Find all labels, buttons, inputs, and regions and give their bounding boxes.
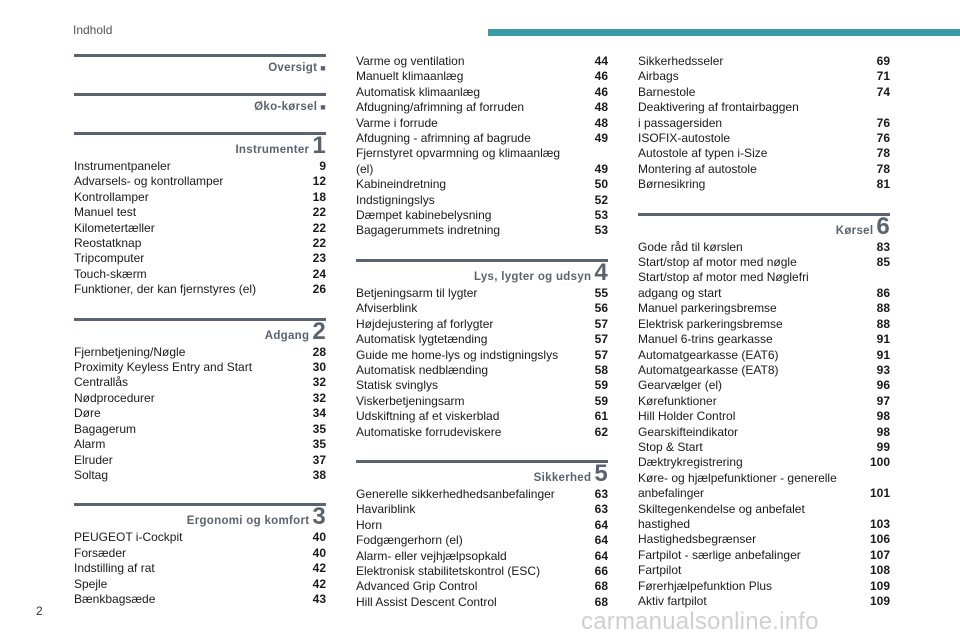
toc-entry-label: Indstigningslys (356, 192, 435, 207)
toc-entry[interactable] (638, 579, 890, 594)
toc-entry[interactable] (638, 162, 890, 177)
toc-entry-page: 68 (594, 594, 608, 609)
toc-entry[interactable] (638, 301, 890, 316)
toc-entry-label: Viskerbetjeningsarm (356, 393, 465, 408)
toc-entry-label: Dæmpet kabinebelysning (356, 208, 492, 223)
toc-entry[interactable] (356, 394, 608, 409)
toc-entry[interactable] (638, 409, 890, 424)
section-oko-korsel[interactable] (74, 93, 326, 114)
toc-entry[interactable] (356, 85, 608, 100)
header-accent-bar (488, 29, 960, 36)
toc-entry-label: Alarm (74, 437, 106, 452)
toc-entry-label: Førerhjælpefunktion Plus (638, 578, 773, 593)
toc-entry-page: 71 (876, 69, 890, 84)
toc-entry[interactable] (638, 378, 890, 393)
toc-entry[interactable] (638, 471, 890, 486)
toc-entry-label: Autostole af typen i-Size (638, 146, 768, 161)
toc-entry-label: Fjernstyret opvarmning og klimaanlæg (el) (356, 146, 561, 176)
toc-entry-page: 44 (594, 54, 608, 68)
toc-entry[interactable] (356, 579, 608, 594)
toc-entry-page: 48 (594, 115, 608, 130)
section-1-heading (74, 132, 326, 157)
toc-entry-label: Skiltegenkendelse og anbefalet hastighed (638, 501, 805, 531)
toc-entry[interactable] (74, 375, 326, 390)
toc-entry-label: Hill Holder Control (638, 409, 736, 424)
toc-entry[interactable] (74, 360, 326, 375)
toc-entry[interactable] (638, 100, 890, 115)
toc-entry-page: 22 (312, 236, 326, 251)
toc-entry[interactable] (356, 533, 608, 548)
toc-entry-page: 109 (869, 594, 890, 608)
toc-entry[interactable] (74, 251, 326, 266)
toc-entry[interactable] (356, 301, 608, 316)
toc-entry[interactable] (74, 190, 326, 205)
toc-entry-page: 53 (594, 208, 608, 223)
toc-entry[interactable] (74, 468, 326, 483)
toc-entry[interactable] (74, 221, 326, 236)
toc-entry-page: 28 (312, 344, 326, 359)
toc-entry-page: 64 (594, 533, 608, 548)
toc-entry[interactable] (356, 54, 608, 69)
toc-entry[interactable] (74, 437, 326, 452)
toc-entry-page: 81 (876, 177, 890, 192)
toc-entry-label: Nødprocedurer (74, 390, 155, 405)
section-5-continued-list (638, 54, 890, 193)
toc-entry-label: Døre (74, 406, 101, 421)
toc-entry-label: Gearskifteindikator (638, 424, 739, 439)
section-5-heading (356, 460, 608, 485)
toc-entry-label: Fjernbetjening/Nøgle (74, 344, 186, 359)
toc-entry-page: 106 (869, 532, 890, 547)
toc-entry-label: Manuel parkeringsbremse (638, 301, 777, 316)
toc-entry-page: 76 (876, 131, 890, 146)
section-oko-title: Øko-kørsel (254, 101, 318, 113)
section-oversigt-title: Oversigt (268, 62, 318, 74)
toc-entry-page: 103 (869, 516, 890, 531)
section-4-heading (356, 259, 608, 284)
toc-entry-page: 46 (594, 84, 608, 99)
toc-entry-page: 12 (312, 174, 326, 189)
toc-entry-label: Spejle (74, 576, 108, 591)
toc-entry[interactable] (74, 236, 326, 251)
toc-entry-page: 35 (312, 421, 326, 436)
section-number: 6 (876, 212, 890, 240)
header-title: Indhold (73, 23, 113, 37)
toc-entry[interactable] (356, 378, 608, 393)
toc-entry-page: 50 (594, 177, 608, 192)
toc-entry-label: Afdugning/afrimning af forruden (356, 100, 525, 115)
toc-entry-label: Hill Assist Descent Control (356, 594, 497, 609)
toc-entry-label: Bænkbagsæde (74, 591, 156, 606)
toc-entry-page: 88 (876, 316, 890, 331)
toc-entry[interactable] (638, 425, 890, 440)
section-number: 2 (312, 317, 326, 345)
toc-entry-page: 100 (869, 455, 890, 470)
toc-entry-label: Varme i forrude (356, 115, 438, 130)
section-3-continued-list (356, 54, 608, 239)
toc-entry-label: Start/stop af motor med Nøglefri (638, 270, 809, 285)
toc-entry-page: 107 (869, 547, 890, 562)
toc-entry-label: Køre- og hjælpefunktioner - generelle (638, 470, 837, 485)
toc-entry-label: Indstilling af rat (74, 561, 155, 576)
toc-entry-page: 58 (594, 362, 608, 377)
toc-entry-page: 23 (312, 251, 326, 266)
toc-entry-page: 64 (594, 548, 608, 563)
toc-entry-page: 83 (876, 239, 890, 254)
toc-entry-page: 43 (312, 591, 326, 606)
section-3-list (74, 530, 326, 607)
section-title: Sikkerhed (533, 471, 592, 484)
toc-entry-label: Elruder (74, 452, 113, 467)
toc-column-1 (74, 54, 326, 607)
toc-column-2 (356, 54, 608, 610)
square-bullet-icon: ■ (320, 102, 326, 112)
toc-entry[interactable] (638, 116, 890, 131)
toc-entry-label: Montering af autostole (638, 161, 757, 176)
toc-entry-page: 91 (876, 347, 890, 362)
toc-entry[interactable] (638, 54, 890, 69)
toc-entry[interactable] (74, 159, 326, 174)
toc-entry-page: 57 (594, 347, 608, 362)
toc-entry-label: Airbags (638, 69, 679, 84)
toc-entry-label: Automatiske forrudeviskere (356, 424, 502, 439)
toc-entry-page: 93 (876, 362, 890, 377)
toc-entry[interactable] (356, 100, 608, 115)
toc-entry-label: Manuel 6-trins gearkasse (638, 332, 773, 347)
section-title: Kørsel (835, 224, 874, 237)
toc-entry-page: 53 (594, 223, 608, 238)
toc-entry-page: 46 (594, 69, 608, 84)
toc-entry-page: 37 (312, 452, 326, 467)
toc-entry-label: Tripcomputer (74, 251, 145, 266)
toc-entry-page: 52 (594, 192, 608, 207)
toc-entry-label: Kontrollamper (74, 189, 149, 204)
toc-entry-page: 63 (594, 502, 608, 517)
toc-entry-label: Dæktrykregistrering (638, 455, 743, 470)
toc-entry-label: Statisk svinglys (356, 378, 439, 393)
toc-entry-label: Kilometertæller (74, 220, 155, 235)
toc-entry-label: Hastighedsbegrænser (638, 532, 757, 547)
section-6-heading (638, 213, 890, 238)
section-number: 1 (312, 132, 326, 159)
section-3-heading (74, 503, 326, 531)
toc-entry-label: Manuelt klimaanlæg (356, 69, 464, 84)
toc-entry-label: Automatgearkasse (EAT6) (638, 347, 779, 362)
toc-entry-label: Afviserblink (356, 301, 418, 316)
toc-entry-label: adgang og start (638, 285, 722, 300)
toc-entry[interactable] (638, 486, 890, 501)
toc-entry-label: Generelle sikkerhedhedsanbefalinger (356, 486, 555, 501)
toc-entry-page: 30 (312, 360, 326, 375)
toc-entry[interactable] (638, 240, 890, 255)
section-title: Ergonomi og komfort (186, 515, 310, 528)
toc-entry-label: Aktiv fartpilot (638, 594, 707, 608)
section-number: 4 (594, 258, 608, 286)
toc-entry-label: Kørefunktioner (638, 393, 717, 408)
toc-entry[interactable] (638, 394, 890, 409)
toc-entry-label: Udskiftning af et viskerblad (356, 409, 500, 424)
toc-entry[interactable] (356, 409, 608, 424)
toc-entry[interactable] (74, 546, 326, 561)
toc-entry[interactable] (638, 317, 890, 332)
toc-entry-page: 85 (876, 255, 890, 270)
toc-entry-page: 64 (594, 517, 608, 532)
toc-entry[interactable] (74, 561, 326, 576)
toc-entry-page: 49 (594, 131, 608, 146)
toc-entry[interactable] (74, 282, 326, 297)
toc-entry-label: i passagersiden (638, 115, 723, 130)
toc-entry[interactable] (74, 345, 326, 360)
page-number: 2 (36, 604, 43, 618)
section-oversigt[interactable] (74, 54, 326, 75)
toc-entry-label: Gode råd til kørslen (638, 239, 743, 254)
toc-entry-page: 78 (876, 146, 890, 161)
toc-entry[interactable] (356, 595, 608, 610)
square-bullet-icon: ■ (320, 63, 326, 73)
toc-entry-label: Proximity Keyless Entry and Start (74, 360, 253, 375)
section-2-list (74, 345, 326, 484)
toc-entry[interactable] (356, 146, 608, 177)
toc-entry-page: 86 (876, 285, 890, 300)
toc-entry[interactable] (74, 530, 326, 545)
toc-entry[interactable] (638, 348, 890, 363)
toc-entry-label: Betjeningsarm til lygter (356, 285, 478, 300)
toc-entry[interactable] (356, 69, 608, 84)
toc-entry[interactable] (74, 453, 326, 468)
toc-entry[interactable] (356, 177, 608, 192)
toc-entry-label: Horn (356, 517, 383, 532)
toc-entry[interactable] (638, 502, 890, 533)
toc-entry-page: 78 (876, 161, 890, 176)
toc-entry[interactable] (74, 174, 326, 189)
toc-entry-label: Gearvælger (el) (638, 378, 723, 393)
toc-entry[interactable] (638, 563, 890, 578)
toc-entry[interactable] (356, 193, 608, 208)
toc-entry-page: 101 (869, 486, 890, 501)
toc-entry[interactable] (638, 286, 890, 301)
section-title: Adgang (264, 329, 310, 342)
toc-entry-label: Advanced Grip Control (356, 579, 478, 594)
toc-entry-page: 40 (312, 545, 326, 560)
toc-entry-page: 96 (876, 378, 890, 393)
toc-entry-page: 91 (876, 332, 890, 347)
toc-entry-page: 99 (876, 439, 890, 454)
toc-entry-label: Automatgearkasse (EAT8) (638, 362, 779, 377)
toc-entry-page: 66 (594, 563, 608, 578)
toc-entry-label: Alarm- eller vejhjælpsopkald (356, 548, 507, 563)
toc-entry-page: 34 (312, 406, 326, 421)
toc-entry-label: Fartpilot - særlige anbefalinger (638, 547, 801, 562)
toc-entry-page: 38 (312, 467, 326, 482)
toc-entry-page: 26 (312, 282, 326, 297)
toc-entry-label: Kabineindretning (356, 177, 447, 192)
toc-entry-page: 42 (312, 576, 326, 591)
toc-entry[interactable] (356, 549, 608, 564)
toc-entry-page: 61 (594, 409, 608, 424)
toc-entry-label: Start/stop af motor med nøgle (638, 255, 797, 270)
section-5-list (356, 487, 608, 610)
toc-entry[interactable] (356, 564, 608, 579)
toc-entry-page: 32 (312, 375, 326, 390)
toc-entry-page: 40 (312, 530, 326, 545)
toc-entry[interactable] (638, 332, 890, 347)
toc-entry-label: Fodgængerhorn (el) (356, 533, 463, 548)
toc-entry-label: Advarsels- og kontrollamper (74, 174, 224, 189)
toc-entry[interactable] (638, 85, 890, 100)
toc-entry[interactable] (356, 116, 608, 131)
toc-entry-label: Instrumentpaneler (74, 159, 171, 173)
toc-entry[interactable] (638, 455, 890, 470)
toc-entry[interactable] (356, 348, 608, 363)
toc-entry-page: 98 (876, 409, 890, 424)
toc-entry-label: PEUGEOT i-Cockpit (74, 530, 183, 545)
toc-entry-page: 57 (594, 316, 608, 331)
toc-entry[interactable] (638, 548, 890, 563)
toc-entry-page: 35 (312, 437, 326, 452)
toc-entry-page: 63 (594, 486, 608, 501)
toc-entry-label: Soltag (74, 467, 109, 482)
toc-entry[interactable] (74, 577, 326, 592)
toc-entry-label: Funktioner, der kan fjernstyres (el) (74, 282, 257, 297)
toc-entry[interactable] (74, 205, 326, 220)
toc-entry[interactable] (638, 69, 890, 84)
toc-entry[interactable] (638, 131, 890, 146)
section-number: 3 (312, 503, 326, 531)
toc-entry[interactable] (356, 502, 608, 517)
section-6-list (638, 240, 890, 610)
toc-entry[interactable] (356, 208, 608, 223)
section-1-list (74, 159, 326, 298)
toc-entry-label: Stop & Start (638, 439, 703, 454)
toc-entry-page: 69 (876, 54, 890, 68)
toc-entry[interactable] (638, 270, 890, 285)
section-4-list (356, 286, 608, 440)
toc-entry-label: Touch-skærm (74, 266, 147, 281)
toc-entry-label: Sikkerhedsseler (638, 54, 724, 68)
toc-entry[interactable] (356, 518, 608, 533)
section-title: Lys, lygter og udsyn (473, 270, 592, 283)
toc-entry-label: Elektrisk parkeringsbremse (638, 316, 783, 331)
toc-entry[interactable] (356, 487, 608, 502)
toc-entry[interactable] (356, 286, 608, 301)
toc-entry-page: 24 (312, 266, 326, 281)
toc-entry[interactable] (356, 332, 608, 347)
toc-entry-page: 48 (594, 100, 608, 115)
toc-entry[interactable] (638, 255, 890, 270)
toc-entry-page: 55 (594, 285, 608, 300)
section-2-heading (74, 318, 326, 343)
toc-entry-page: 9 (319, 159, 326, 173)
toc-entry-page: 74 (876, 84, 890, 99)
toc-entry-label: Manuel test (74, 205, 137, 220)
toc-entry-label: Forsæder (74, 545, 127, 560)
toc-entry[interactable] (356, 363, 608, 378)
toc-entry-page: 62 (594, 424, 608, 439)
section-number: 5 (594, 459, 608, 487)
toc-entry-page: 98 (876, 424, 890, 439)
toc-entry-page: 109 (869, 578, 890, 593)
toc-entry-label: Bagagerummets indretning (356, 223, 501, 238)
toc-entry[interactable] (74, 592, 326, 607)
toc-entry-page: 22 (312, 220, 326, 235)
toc-entry[interactable] (356, 317, 608, 332)
toc-entry-page: 59 (594, 393, 608, 408)
toc-entry-page: 68 (594, 579, 608, 594)
toc-entry-label: Automatisk nedblænding (356, 362, 489, 377)
toc-entry-page: 57 (594, 332, 608, 347)
toc-entry-label: Reostatknap (74, 236, 142, 251)
toc-entry-label: Bagagerum (74, 421, 137, 436)
toc-entry-label: Centrallås (74, 375, 129, 390)
toc-entry-label: ISOFIX-autostole (638, 131, 731, 146)
toc-entry[interactable] (638, 146, 890, 161)
toc-entry-page: 76 (876, 115, 890, 130)
toc-entry-label: Varme og ventilation (356, 54, 465, 68)
toc-entry-page: 18 (312, 189, 326, 204)
toc-entry-page: 59 (594, 378, 608, 393)
toc-entry-page: 42 (312, 561, 326, 576)
toc-entry-page: 88 (876, 301, 890, 316)
toc-entry-page: 108 (869, 563, 890, 578)
watermark: carmanualsonline.info (581, 608, 819, 635)
toc-entry[interactable] (638, 363, 890, 378)
toc-column-3 (638, 54, 890, 609)
toc-entry-label: Elektronisk stabilitetskontrol (ESC) (356, 563, 541, 578)
toc-entry-label: Guide me home-lys og indstigningslys (356, 347, 559, 362)
toc-entry-label: Afdugning - afrimning af bagrude (356, 131, 531, 146)
toc-entry-label: Fartpilot (638, 563, 682, 578)
toc-entry[interactable] (74, 267, 326, 282)
toc-entry[interactable] (638, 532, 890, 547)
toc-entry[interactable] (74, 422, 326, 437)
toc-entry-label: Havariblink (356, 502, 416, 517)
toc-entry-label: Automatisk klimaanlæg (356, 84, 481, 99)
toc-entry[interactable] (638, 440, 890, 455)
toc-entry[interactable] (74, 406, 326, 421)
toc-entry-label: Deaktivering af frontairbaggen (638, 100, 799, 115)
toc-entry-page: 97 (876, 393, 890, 408)
toc-entry-label: Højdejustering af forlygter (356, 316, 494, 331)
toc-entry[interactable] (356, 223, 608, 238)
toc-entry-page: 56 (594, 301, 608, 316)
toc-entry-page: 32 (312, 390, 326, 405)
toc-entry[interactable] (356, 131, 608, 146)
toc-entry-label: Automatisk lygtetænding (356, 332, 488, 347)
toc-entry[interactable] (74, 391, 326, 406)
toc-entry-page: 22 (312, 205, 326, 220)
section-title: Instrumenter (235, 144, 310, 156)
toc-entry-label: Barnestole (638, 84, 696, 99)
toc-entry[interactable] (638, 177, 890, 192)
toc-entry-label: anbefalinger (638, 486, 705, 501)
toc-entry[interactable] (356, 425, 608, 440)
toc-entry-page: 49 (594, 161, 608, 176)
toc-entry-label: Børnesikring (638, 177, 706, 192)
